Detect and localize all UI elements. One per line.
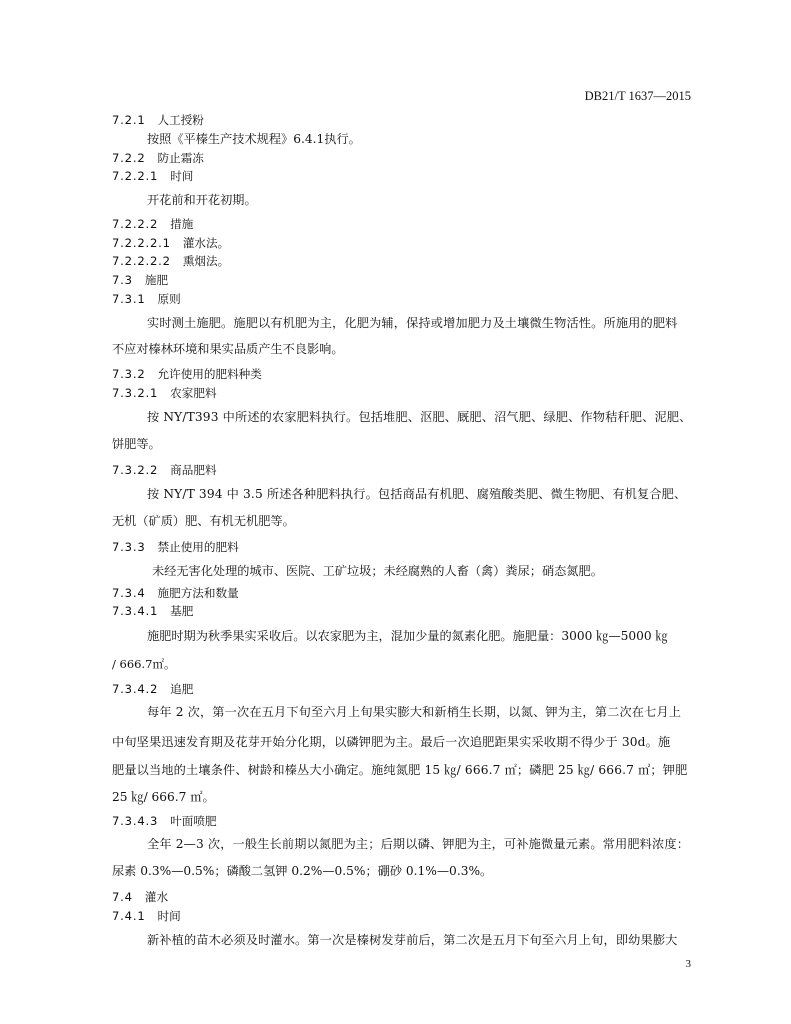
heading-7-2-2-2	[112, 216, 193, 232]
section-number: 7.2.2.1	[112, 169, 159, 183]
paragraph-line: 施肥时期为秋季果实采收后。以农家肥为主，混加少量的氮素化肥。施肥量：3000 ㎏—5000 ㎏	[147, 629, 668, 643]
section-title: 熏烟法。	[182, 254, 230, 268]
section-number: 7.2.2.2.1	[112, 236, 171, 250]
section-number: 7.3.4.3	[112, 814, 159, 828]
heading-7-3-2-2	[112, 462, 217, 478]
heading-7-3	[112, 272, 168, 288]
section-number: 7.3.4.2	[112, 682, 159, 696]
heading-7-3-4-3	[112, 813, 217, 829]
heading-7-3-3	[112, 539, 239, 555]
paragraph-line: 按 NY/T393 中所述的农家肥料执行。包括堆肥、沤肥、厩肥、沼气肥、绿肥、作物秸秆肥、泥肥、	[147, 410, 692, 424]
paragraph-line: 开花前和开花初期。	[147, 193, 257, 207]
paragraph-line: / 666.7㎡。	[112, 657, 176, 671]
heading-7-3-2-1	[112, 385, 217, 401]
paragraph-line: 肥量以当地的土壤条件、树龄和榛丛大小确定。施纯氮肥 15 ㎏/ 666.7 ㎡；磷肥 25 ㎏/ 666.7 ㎡；钾肥	[112, 763, 688, 777]
heading-7-3-4-1	[112, 603, 193, 619]
section-title: 施肥	[144, 273, 169, 287]
section-number: 7.2.2.2.2	[112, 254, 171, 268]
section-title: 防止霜冻	[157, 151, 204, 165]
paragraph-line: 按 NY/T 394 中 3.5 所述各种肥料执行。包括商品有机肥、腐殖酸类肥、微生物肥、有机复合肥、	[147, 487, 687, 501]
section-number: 7.4	[112, 890, 133, 904]
section-number: 7.3.3	[112, 540, 146, 554]
section-number: 7.2.2	[112, 151, 146, 165]
section-number: 7.3.4	[112, 586, 146, 600]
section-title: 允许使用的肥料种类	[157, 367, 262, 381]
section-title: 时间	[170, 169, 194, 183]
paragraph-line: 中旬坚果迅速发育期及花芽开始分化期，以磷钾肥为主。最后一次追肥距果实采收期不得少于 30d。施	[112, 735, 671, 749]
paragraph-line: 未经无害化处理的城市、医院、工矿垃圾；未经腐熟的人畜（禽）粪尿；硝态氮肥。	[152, 564, 603, 578]
heading-7-2-2-2-1	[112, 235, 229, 251]
section-title: 基肥	[170, 604, 194, 618]
heading-7-2-2-1	[112, 168, 193, 184]
section-title: 禁止使用的肥料	[157, 540, 239, 554]
section-title: 灌水	[144, 890, 169, 904]
heading-7-3-4	[112, 585, 239, 601]
paragraph-line: 按照《平榛生产技术规程》6.4.1执行。	[147, 132, 361, 146]
paragraph-line: 不应对榛林环境和果实品质产生不良影响。	[112, 342, 344, 356]
section-number: 7.3.4.1	[112, 604, 159, 618]
section-title: 追肥	[170, 682, 194, 696]
section-title: 原则	[157, 292, 181, 306]
paragraph-line: 25 ㎏/ 666.7 ㎡。	[112, 790, 215, 804]
heading-7-4-1	[112, 908, 181, 924]
paragraph-line: 实时测土施肥。施肥以有机肥为主，化肥为辅，保持或增加肥力及土壤微生物活性。所施用的肥料	[147, 316, 678, 330]
section-title: 灌水法。	[182, 236, 230, 250]
paragraph-line: 无机（矿质）肥、有机无机肥等。	[112, 514, 295, 528]
section-number: 7.3.1	[112, 292, 146, 306]
section-title: 施肥方法和数量	[157, 586, 239, 600]
section-title: 人工授粉	[157, 113, 204, 127]
section-number: 7.3.2	[112, 367, 146, 381]
document-code: DB21/T 1637—2015	[584, 89, 691, 103]
paragraph-line: 饼肥等。	[112, 437, 161, 451]
section-title: 叶面喷肥	[170, 814, 217, 828]
heading-7-3-2	[112, 366, 262, 382]
section-number: 7.2.1	[112, 113, 146, 127]
heading-7-3-1	[112, 291, 181, 307]
paragraph-line: 全年 2—3 次，一般生长前期以氮肥为主；后期以磷、钾肥为主，可补施微量元素。常用肥料浓度：	[147, 837, 690, 851]
section-title: 农家肥料	[170, 386, 217, 400]
section-number: 7.3.2.1	[112, 386, 159, 400]
paragraph-line: 每年 2 次，第一次在五月下旬至六月上旬果实膨大和新梢生长期，以氮、钾为主，第二次在七月上	[147, 705, 682, 719]
heading-7-3-4-2	[112, 681, 193, 697]
heading-7-2-1	[112, 112, 204, 128]
section-title: 时间	[157, 909, 181, 923]
section-number: 7.3	[112, 273, 133, 287]
paragraph-line: 新补植的苗木必须及时灌水。第一次是榛树发芽前后，第二次是五月下旬至六月上旬，即幼果膨大	[147, 933, 678, 947]
heading-7-2-2	[112, 150, 204, 166]
paragraph-line: 尿素 0.3%—0.5%；磷酸二氢钾 0.2%—0.5%；硼砂 0.1%—0.3%。	[112, 864, 493, 878]
page-number: 3	[685, 958, 691, 970]
heading-7-2-2-2-2	[112, 253, 229, 269]
section-title: 措施	[170, 217, 194, 231]
section-number: 7.2.2.2	[112, 217, 159, 231]
section-title: 商品肥料	[170, 463, 217, 477]
heading-7-4	[112, 889, 168, 905]
section-number: 7.3.2.2	[112, 463, 159, 477]
section-number: 7.4.1	[112, 909, 146, 923]
